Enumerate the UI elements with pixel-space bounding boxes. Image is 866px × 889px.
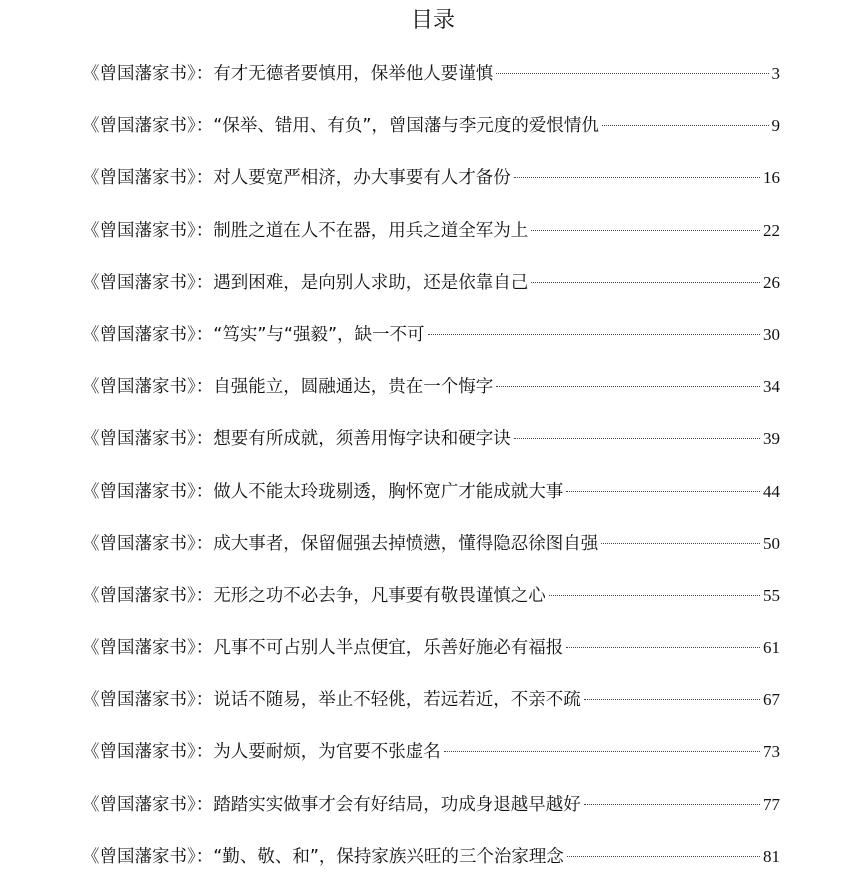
dot-leader — [428, 334, 760, 335]
dot-leader — [496, 73, 768, 74]
toc-entry[interactable] — [82, 524, 780, 576]
toc-entry[interactable] — [82, 158, 780, 210]
entry-book: 《曾国藩家书》： — [82, 794, 214, 815]
entry-book: 《曾国藩家书》： — [82, 64, 214, 84]
entry-text: “保举、错用、有负”，曾国藩与李元度的爱恨情仇 — [213, 116, 599, 137]
toc-entry[interactable] — [82, 785, 780, 837]
toc-entry[interactable] — [82, 680, 780, 732]
toc-entry[interactable] — [82, 106, 780, 158]
entry-text: “勤、敬、和”，保持家族兴旺的三个治家理念 — [213, 846, 564, 867]
toc-entry[interactable] — [82, 211, 780, 263]
entry-text: 说话不随易，举止不轻佻，若远若近，不亲不疏 — [213, 690, 581, 711]
toc-entry[interactable] — [82, 472, 780, 524]
toc-entry[interactable] — [82, 263, 780, 315]
toc-entry[interactable] — [82, 54, 780, 106]
entry-text: 凡事不可占别人半点便宜，乐善好施必有福报 — [213, 638, 564, 659]
dot-leader — [566, 647, 760, 648]
dot-leader — [584, 699, 760, 700]
entry-title — [82, 785, 581, 825]
page-number: 73 — [763, 742, 780, 762]
entry-book: 《曾国藩家书》： — [82, 846, 214, 867]
entry-book: 《曾国藩家书》： — [82, 638, 214, 659]
page-number: 9 — [771, 116, 780, 136]
page-number: 55 — [763, 585, 780, 605]
page-number: 67 — [763, 690, 780, 710]
dot-leader — [584, 804, 760, 805]
entry-title — [82, 106, 599, 146]
page-number: 34 — [763, 377, 780, 397]
entry-title — [82, 628, 563, 668]
entry-text: 成大事者，保留倔强去掉愤懑，懂得隐忍徐图自强 — [213, 533, 599, 554]
entry-text: “笃实”与“强毅”，缺一不可 — [213, 324, 425, 345]
entry-book: 《曾国藩家书》： — [82, 377, 214, 398]
toc-title: 目录 — [410, 8, 455, 33]
page-number: 39 — [763, 429, 780, 449]
entry-text: 自强能立，圆融通达，贵在一个悔字 — [213, 377, 494, 398]
entry-text: 对人要宽严相济，办大事要有人才备份 — [213, 168, 511, 189]
toc-entry[interactable] — [82, 315, 780, 367]
toc-entry[interactable] — [82, 576, 780, 628]
entry-title — [82, 837, 564, 877]
dot-leader — [566, 491, 760, 492]
toc-list — [82, 54, 780, 889]
dot-leader — [602, 125, 769, 126]
entry-text: 为人要耐烦，为官要不张虚名 — [213, 742, 441, 763]
dot-leader — [514, 177, 760, 178]
entry-text: 踏踏实实做事才会有好结局，功成身退越早越好 — [213, 794, 581, 815]
entry-book: 《曾国藩家书》： — [82, 429, 214, 450]
entry-book: 《曾国藩家书》： — [82, 481, 214, 502]
toc-entry[interactable] — [82, 628, 780, 680]
entry-book: 《曾国藩家书》： — [82, 585, 214, 606]
entry-title — [82, 732, 441, 772]
entry-book: 《曾国藩家书》： — [82, 116, 214, 137]
toc-entry[interactable] — [82, 419, 780, 471]
dot-leader — [549, 595, 760, 596]
dot-leader — [531, 282, 760, 283]
page-number: 22 — [763, 220, 780, 240]
entry-text: 无形之功不必去争，凡事要有敬畏谨慎之心 — [213, 585, 546, 606]
entry-title — [82, 419, 511, 459]
entry-text: 做人不能太玲珑剔透，胸怀宽广才能成就大事 — [213, 481, 564, 502]
entry-book: 《曾国藩家书》： — [82, 742, 214, 763]
entry-book: 《曾国藩家书》： — [82, 168, 214, 189]
dot-leader — [496, 386, 760, 387]
page-number: 3 — [771, 64, 780, 83]
dot-leader — [567, 856, 760, 857]
entry-book: 《曾国藩家书》： — [82, 533, 214, 554]
entry-text: 想要有所成就，须善用悔字诀和硬字诀 — [213, 429, 511, 450]
page-number: 44 — [763, 481, 780, 501]
entry-title — [82, 524, 598, 564]
entry-title — [82, 576, 546, 616]
entry-title — [82, 158, 511, 198]
entry-title — [82, 472, 563, 512]
entry-text: 遇到困难，是向别人求助，还是依靠自己 — [213, 272, 529, 293]
page-number: 81 — [763, 846, 780, 866]
dot-leader — [601, 543, 760, 544]
entry-book: 《曾国藩家书》： — [82, 272, 214, 293]
page-number: 30 — [763, 324, 780, 344]
toc-entry[interactable] — [82, 732, 780, 784]
entry-text: 有才无德者要慎用，保举他人要谨慎 — [213, 64, 494, 84]
page-number: 16 — [763, 168, 780, 188]
page-number: 50 — [763, 533, 780, 553]
toc-entry[interactable] — [82, 367, 780, 419]
entry-book: 《曾国藩家书》： — [82, 324, 214, 345]
entry-title — [82, 367, 493, 407]
entry-title — [82, 315, 425, 355]
entry-book: 《曾国藩家书》： — [82, 690, 214, 711]
entry-text: 制胜之道在人不在器，用兵之道全军为上 — [213, 220, 529, 241]
entry-title — [82, 54, 493, 94]
entry-book: 《曾国藩家书》： — [82, 220, 214, 241]
entry-title — [82, 211, 528, 251]
dot-leader — [514, 438, 760, 439]
toc-entry[interactable] — [82, 837, 780, 889]
page-number: 77 — [763, 794, 780, 814]
dot-leader — [531, 230, 760, 231]
entry-title — [82, 680, 581, 720]
entry-title — [82, 263, 528, 303]
page-number: 26 — [763, 272, 780, 292]
page-number: 61 — [763, 638, 780, 658]
dot-leader — [444, 751, 760, 752]
